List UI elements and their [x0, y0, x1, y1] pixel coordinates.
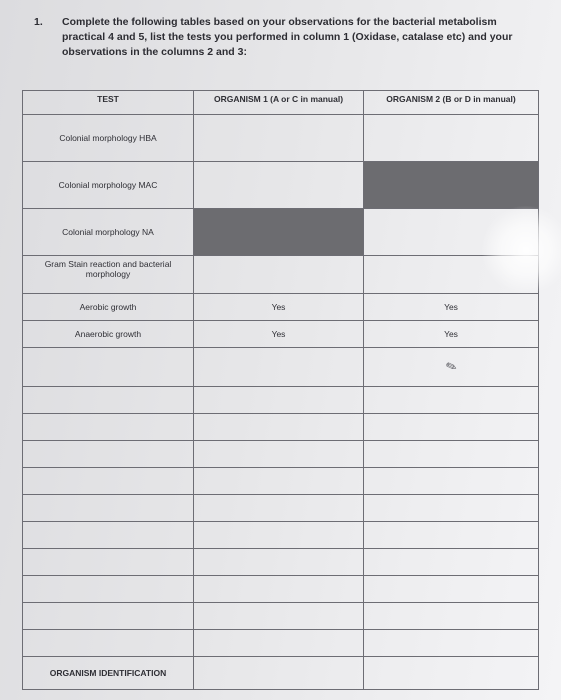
table-row	[23, 162, 539, 209]
table-row	[23, 414, 539, 441]
table-row	[23, 294, 539, 321]
blank-cell[interactable]	[23, 522, 194, 549]
organism-2-cell[interactable]	[364, 209, 539, 256]
blank-cell[interactable]	[364, 441, 539, 468]
organism-2-cell[interactable]: Yes	[364, 294, 539, 321]
blank-cell[interactable]	[364, 387, 539, 414]
organism-2-cell[interactable]: Yes	[364, 321, 539, 348]
test-cell: Aerobic growth	[23, 294, 194, 321]
blank-cell[interactable]	[23, 576, 194, 603]
blank-cell[interactable]	[23, 441, 194, 468]
blank-cell[interactable]	[194, 522, 364, 549]
table-row	[23, 115, 539, 162]
table-row	[23, 603, 539, 630]
blank-cell[interactable]	[23, 495, 194, 522]
shaded-cell	[364, 162, 539, 209]
test-cell: Anaerobic growth	[23, 321, 194, 348]
table-row	[23, 209, 539, 256]
blank-cell[interactable]	[23, 603, 194, 630]
table-header-row	[23, 91, 539, 115]
blank-cell[interactable]	[23, 468, 194, 495]
blank-cell[interactable]	[194, 576, 364, 603]
table-row	[23, 387, 539, 414]
organism-2-cell[interactable]	[364, 256, 539, 294]
test-cell: Gram Stain reaction and bacterial morphology	[23, 256, 194, 294]
organism-1-cell[interactable]	[194, 115, 364, 162]
blank-cell[interactable]	[364, 630, 539, 657]
test-cell: Colonial morphology MAC	[23, 162, 194, 209]
table-row	[23, 468, 539, 495]
table-row	[23, 657, 539, 690]
blank-cell[interactable]	[364, 549, 539, 576]
blank-cell[interactable]	[23, 549, 194, 576]
table-row	[23, 549, 539, 576]
question	[34, 15, 534, 60]
table-row	[23, 441, 539, 468]
blank-cell[interactable]	[194, 630, 364, 657]
table-row	[23, 321, 539, 348]
organism-1-cell[interactable]: Yes	[194, 321, 364, 348]
blank-cell[interactable]	[364, 576, 539, 603]
blank-cell[interactable]	[364, 495, 539, 522]
table-row	[23, 630, 539, 657]
organism-1-identification-cell[interactable]	[194, 657, 364, 690]
table-row	[23, 576, 539, 603]
organism-2-cell[interactable]	[364, 115, 539, 162]
blank-cell[interactable]	[194, 387, 364, 414]
table-row	[23, 522, 539, 549]
blank-cell[interactable]	[23, 348, 194, 387]
blank-cell[interactable]	[364, 414, 539, 441]
question-number: 1.	[34, 16, 43, 28]
test-cell: Colonial morphology NA	[23, 209, 194, 256]
header-test: TEST	[23, 91, 194, 115]
test-cell: Colonial morphology HBA	[23, 115, 194, 162]
blank-cell[interactable]	[364, 603, 539, 630]
blank-cell[interactable]	[23, 630, 194, 657]
organism-1-cell[interactable]	[194, 256, 364, 294]
shaded-cell	[194, 209, 364, 256]
blank-cell[interactable]	[194, 603, 364, 630]
organism-1-cell[interactable]	[194, 162, 364, 209]
table-row	[23, 256, 539, 294]
blank-cell[interactable]	[194, 495, 364, 522]
pen-mark-icon: ✎	[443, 357, 459, 376]
blank-cell[interactable]	[194, 468, 364, 495]
blank-cell[interactable]	[23, 414, 194, 441]
organism-1-cell[interactable]: Yes	[194, 294, 364, 321]
header-organism-2: ORGANISM 2 (B or D in manual)	[364, 91, 539, 115]
blank-cell[interactable]	[364, 468, 539, 495]
blank-cell[interactable]	[364, 348, 539, 387]
blank-cell[interactable]	[23, 387, 194, 414]
observation-table-container	[22, 90, 538, 690]
blank-cell[interactable]	[194, 348, 364, 387]
blank-cell[interactable]	[194, 414, 364, 441]
header-organism-1: ORGANISM 1 (A or C in manual)	[194, 91, 364, 115]
blank-cell[interactable]	[194, 441, 364, 468]
table-row	[23, 348, 539, 387]
organism-identification-label: ORGANISM IDENTIFICATION	[23, 657, 194, 690]
table-row	[23, 495, 539, 522]
question-text: Complete the following tables based on your observations for the bacterial metabolism practical 4 and 5, list the tests you performed in column 1 (Oxidase, catalase etc) and your observations in the columns 2 and 3:	[62, 16, 513, 58]
blank-cell[interactable]	[364, 522, 539, 549]
blank-cell[interactable]	[194, 549, 364, 576]
organism-2-identification-cell[interactable]	[364, 657, 539, 690]
observation-table	[22, 90, 539, 690]
